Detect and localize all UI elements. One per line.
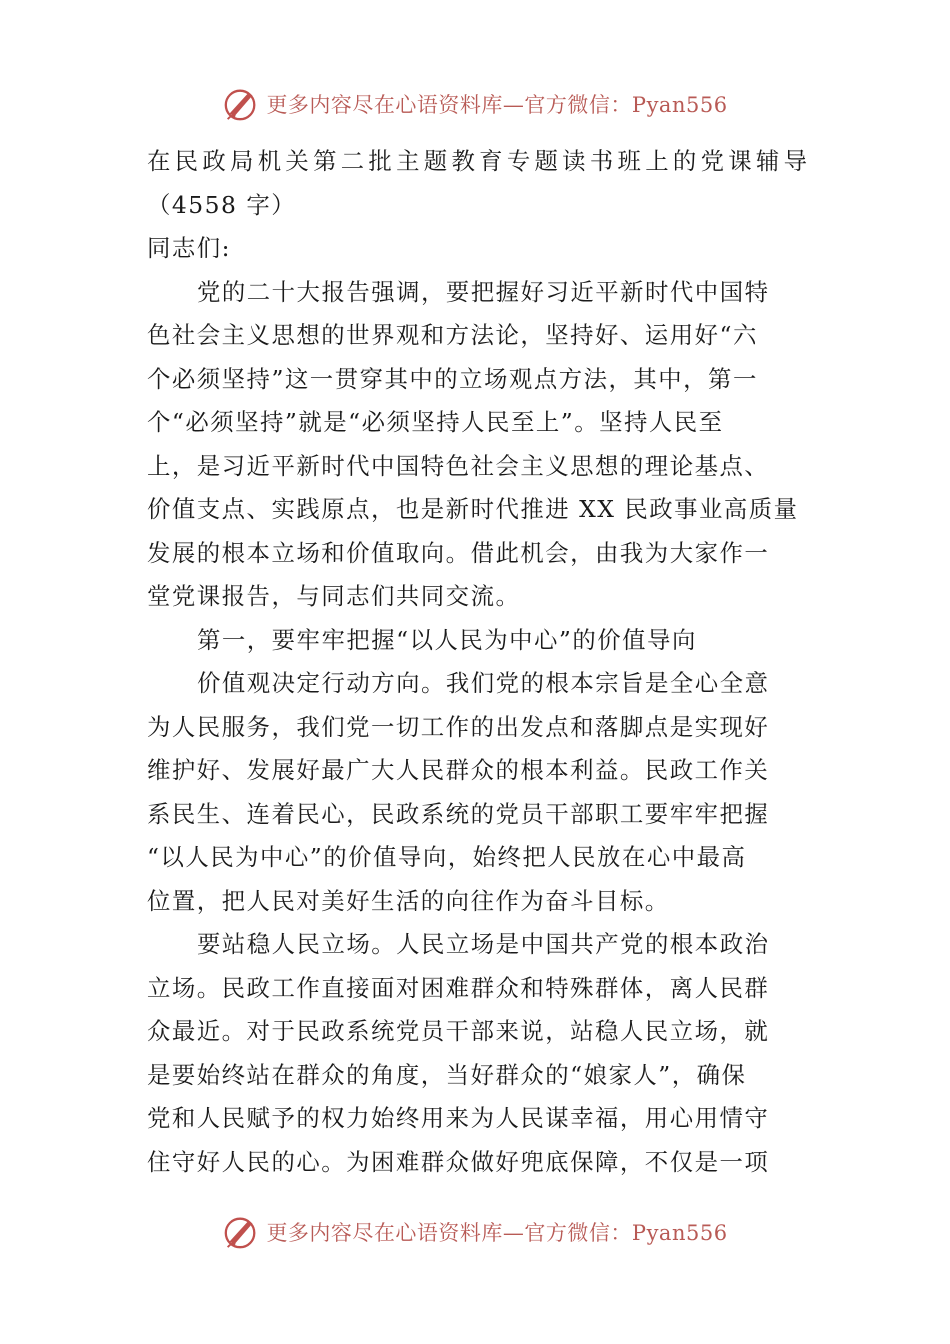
paragraph-line: 价值观决定行动方向。我们党的根本宗旨是全心全意 — [197, 669, 770, 697]
paragraph-line: 党和人民赋予的权力始终用来为人民谋幸福，用心用情守 — [147, 1104, 770, 1132]
paragraph-line: “以人民为中心”的价值导向，始终把人民放在心中最高 — [147, 843, 747, 871]
paragraph-line: 维护好、发展好最广大人民群众的根本利益。民政工作关 — [147, 756, 770, 784]
paragraph-line: 党的二十大报告强调，要把握好习近平新时代中国特 — [197, 277, 770, 306]
header-banner — [0, 84, 950, 124]
paragraph-line: 立场。民政工作直接面对困难群众和特殊群体，离人民群 — [147, 973, 770, 1002]
paragraph-line: 位置，把人民对美好生活的向往作为奋斗目标。 — [147, 886, 670, 915]
paragraph-line: 堂党课报告，与同志们共同交流。 — [147, 582, 521, 610]
footer-banner — [0, 1212, 950, 1252]
paragraph-line: 为人民服务，我们党一切工作的出发点和落脚点是实现好 — [147, 712, 770, 741]
paragraph-line: 系民生、连着民心，民政系统的党员干部职工要牢牢把握 — [147, 799, 770, 828]
section-heading: 第一，要牢牢把握“以人民为中心”的价值导向 — [197, 625, 697, 654]
paragraph-line: 是要始终站在群众的角度，当好群众的“娘家人”，确保 — [147, 1060, 747, 1089]
paragraph-line: 个“必须坚持”就是“必须坚持人民至上”。坚持人民至 — [147, 408, 724, 436]
paragraph-line: 上，是习近平新时代中国特色社会主义思想的理论基点、 — [147, 451, 770, 480]
document-body — [147, 140, 807, 1184]
banner-text: 更多内容尽在心语资料库—官方微信：Pyan556 — [266, 1221, 728, 1245]
document-title: 在民政局机关第二批主题教育专题读书班上的党课辅导 — [147, 147, 807, 175]
paragraph-line: 个必须坚持”这一贯穿其中的立场观点方法，其中，第一 — [147, 364, 758, 393]
pen-logo-icon — [222, 1213, 260, 1251]
paragraph-line: 价值支点、实践原点，也是新时代推进 XX 民政事业高质量 — [147, 495, 799, 523]
banner-text: 更多内容尽在心语资料库—官方微信：Pyan556 — [266, 93, 728, 117]
paragraph-line: 发展的根本立场和价值取向。借此机会，由我为大家作一 — [147, 538, 770, 567]
paragraph-line: 要站稳人民立场。人民立场是中国共产党的根本政治 — [197, 930, 770, 958]
word-count: （4558 字） — [147, 190, 297, 219]
pen-logo-icon — [222, 85, 260, 123]
paragraph-line: 色社会主义思想的世界观和方法论，坚持好、运用好“六 — [147, 321, 758, 349]
salutation: 同志们: — [147, 234, 232, 262]
paragraph-line: 住守好人民的心。为困难群众做好兜底保障，不仅是一项 — [147, 1147, 770, 1176]
paragraph-line: 众最近。对于民政系统党员干部来说，站稳人民立场，就 — [147, 1017, 770, 1045]
